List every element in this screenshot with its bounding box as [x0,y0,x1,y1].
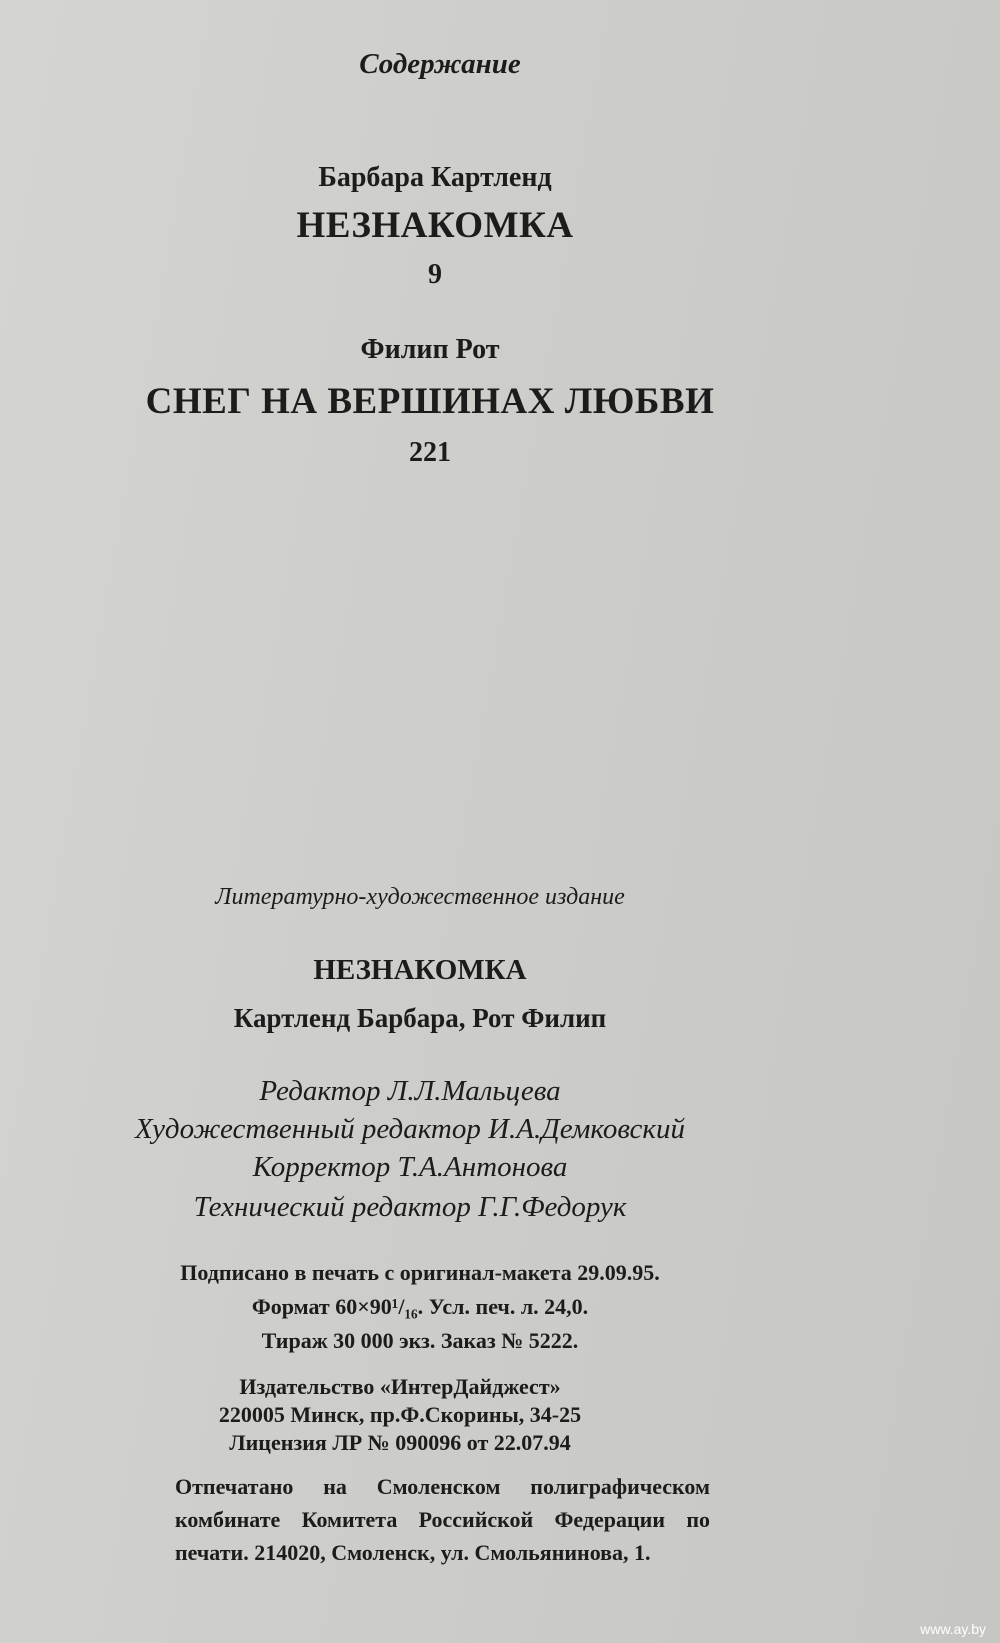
toc-entry-title: НЕЗНАКОМКА [296,205,574,246]
staff-line: Редактор Л.Л.Мальцева [259,1075,561,1107]
print-info-line: Подписано в печать с оригинал-макета 29.09.95. [180,1260,660,1285]
toc-entry-author: Барбара Картленд [318,162,552,193]
staff-line: Художественный редактор И.А.Демковский [135,1113,685,1145]
print-info-line: Формат 60×90¹/₁₆. Усл. печ. л. 24,0. [251,1294,589,1319]
site-watermark: www.ay.by [920,1621,986,1637]
imprint-authors: Картленд Барбара, Рот Филип [233,1003,607,1033]
printer-info: Отпечатано на Смоленском полиграфическом комбинате Комитета Российской Федерации по печати. 214020, Смоленск, ул. Смольянинова, 1. [175,1474,710,1565]
imprint-title: НЕЗНАКОМКА [313,954,527,986]
toc-entry-page: 221 [409,437,451,468]
toc-heading: Содержание [359,48,521,80]
edition-type: Литературно-художественное издание [215,884,625,910]
publisher-line: Издательство «ИнтерДайджест» [239,1374,561,1399]
toc-entry-title: СНЕГ НА ВЕРШИНАХ ЛЮБВИ [145,381,715,422]
toc-entry-author: Филип Рот [360,334,500,365]
staff-line: Технический редактор Г.Г.Федорук [193,1191,627,1223]
staff-line: Корректор Т.А.Антонова [252,1151,568,1183]
print-info-line: Тираж 30 000 экз. Заказ № 5222. [261,1328,579,1353]
publisher-line: Лицензия ЛР № 090096 от 22.07.94 [229,1430,571,1455]
toc-entry-page: 9 [428,259,442,290]
publisher-line: 220005 Минск, пр.Ф.Скорины, 34-25 [218,1402,582,1427]
